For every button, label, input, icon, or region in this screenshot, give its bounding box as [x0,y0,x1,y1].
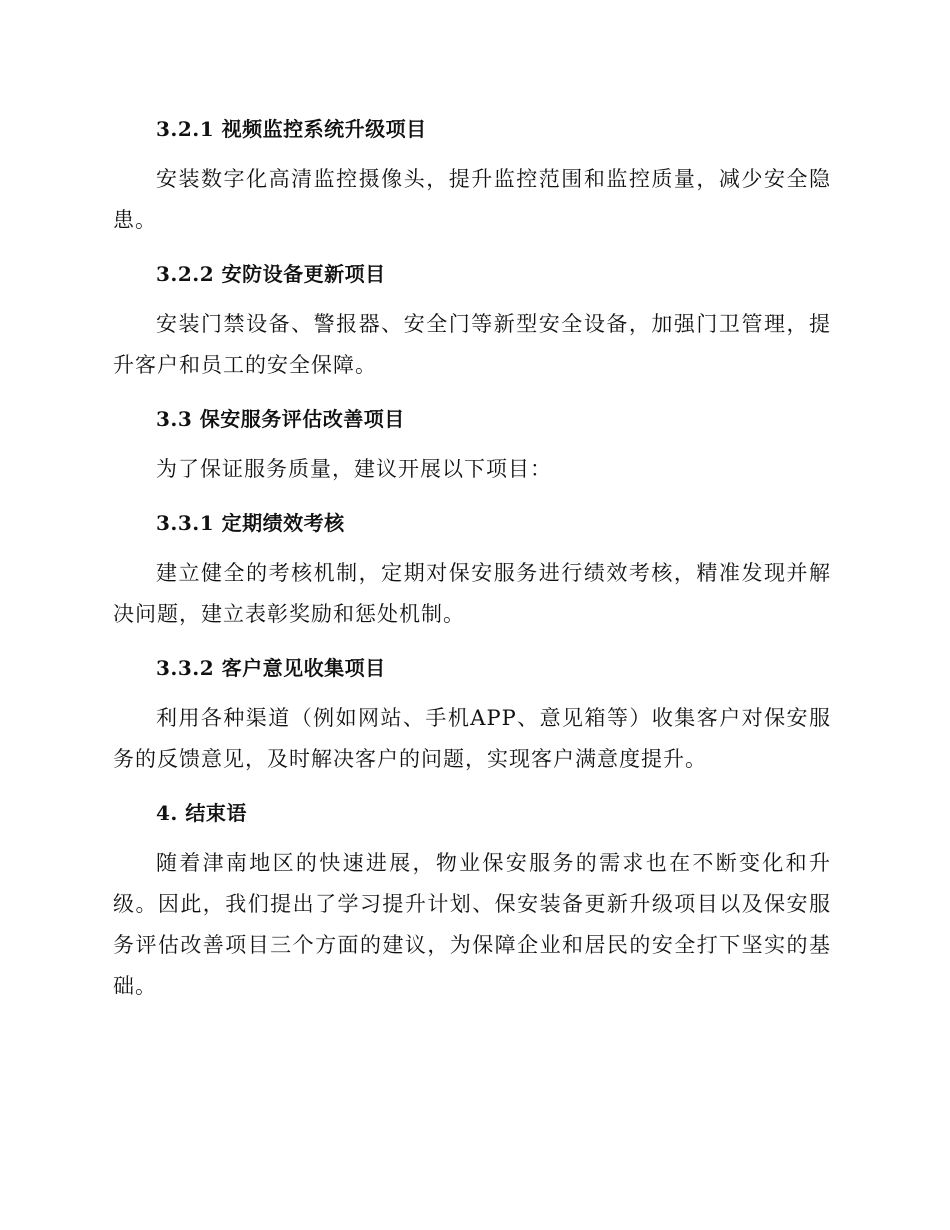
section-heading-4: 4. 结束语 [156,801,247,825]
section-heading-3-3-2: 3.3.2 客户意见收集项目 [156,656,386,680]
document-body [113,110,831,1007]
section-heading-3-2-2: 3.2.2 安防设备更新项目 [156,262,386,286]
paragraph-video-surveillance: 安装数字化高清监控摄像头，提升监控范围和监控质量，减少安全隐患。 [113,167,831,232]
section-heading-3-3-1: 3.3.1 定期绩效考核 [156,511,345,535]
section-heading-3-3: 3.3 保安服务评估改善项目 [156,407,405,431]
paragraph-performance-review: 建立健全的考核机制，定期对保安服务进行绩效考核，精准发现并解决问题，建立表彰奖励和惩处机制。 [113,561,831,626]
paragraph-conclusion: 随着津南地区的快速进展，物业保安服务的需求也在不断变化和升级。因此，我们提出了学习提升计划、保安装备更新升级项目以及保安服务评估改善项目三个方面的建议，为保障企业和居民的安全打下坚实的基础。 [113,851,831,998]
paragraph-customer-feedback: 利用各种渠道（例如网站、手机APP、意见箱等）收集客户对保安服务的反馈意见，及时解决客户的问题，实现客户满意度提升。 [113,706,831,771]
paragraph-service-evaluation-intro: 为了保证服务质量，建议开展以下项目： [156,457,552,481]
section-heading-3-2-1: 3.2.1 视频监控系统升级项目 [156,117,427,141]
paragraph-security-equipment: 安装门禁设备、警报器、安全门等新型安全设备，加强门卫管理，提升客户和员工的安全保障。 [113,312,831,377]
